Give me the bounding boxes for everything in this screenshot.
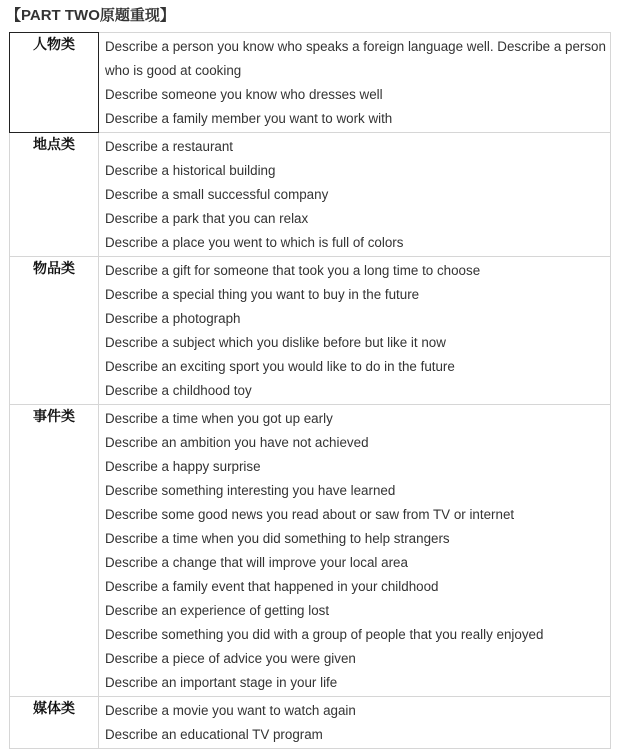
table-row-media — [10, 697, 611, 749]
page-heading: 【PART TWO原题重现】 — [6, 7, 175, 24]
topic-item: Describe a piece of advice you were given — [105, 651, 356, 666]
category-label-events: 事件类 — [10, 405, 99, 697]
topic-item: Describe some good news you read about or saw from TV or internet — [105, 507, 515, 522]
topic-item: Describe a gift for someone that took you a long time to choose — [105, 263, 481, 278]
topic-item: Describe a restaurant — [105, 139, 234, 154]
category-label-places: 地点类 — [10, 133, 99, 257]
table-row-people — [10, 33, 611, 133]
topic-item: Describe something interesting you have learned — [105, 483, 396, 498]
topic-item: Describe an ambition you have not achieved — [105, 435, 369, 450]
table-row-events — [10, 405, 611, 697]
topic-item: Describe a family member you want to work with — [105, 111, 393, 126]
topic-item: Describe a special thing you want to buy in the future — [105, 287, 420, 302]
category-label-media: 媒体类 — [10, 697, 99, 749]
topic-item: Describe a subject which you dislike before but like it now — [105, 335, 446, 350]
topic-item: Describe a family event that happened in your childhood — [105, 579, 439, 594]
topic-item: Describe a park that you can relax — [105, 211, 309, 226]
topic-item: Describe a historical building — [105, 163, 276, 178]
topic-list-objects — [99, 257, 611, 405]
topic-item: Describe a person you know who speaks a foreign language well. Describe a person who is good at cooking — [105, 39, 606, 78]
topic-item: Describe a happy surprise — [105, 459, 261, 474]
topic-item: Describe an important stage in your life — [105, 675, 338, 690]
topic-item: Describe a time when you got up early — [105, 411, 333, 426]
topic-item: Describe a photograph — [105, 311, 241, 326]
topic-item: Describe someone you know who dresses well — [105, 87, 383, 102]
topic-item: Describe an exciting sport you would like to do in the future — [105, 359, 455, 374]
topic-item: Describe a place you went to which is full of colors — [105, 235, 404, 250]
table-row-places — [10, 133, 611, 257]
topic-item: Describe something you did with a group of people that you really enjoyed — [105, 627, 544, 642]
topic-item: Describe a movie you want to watch again — [105, 703, 356, 718]
topic-item: Describe an experience of getting lost — [105, 603, 330, 618]
topic-item: Describe an educational TV program — [105, 727, 323, 742]
topic-list-people — [99, 33, 611, 133]
topic-list-events — [99, 405, 611, 697]
topic-item: Describe a small successful company — [105, 187, 329, 202]
topic-list-media — [99, 697, 611, 749]
table-row-objects — [10, 257, 611, 405]
topic-list-places — [99, 133, 611, 257]
topic-item: Describe a childhood toy — [105, 383, 252, 398]
topic-item: Describe a change that will improve your local area — [105, 555, 408, 570]
topic-item: Describe a time when you did something to help strangers — [105, 531, 450, 546]
topics-table — [9, 32, 611, 749]
category-label-people: 人物类 — [10, 33, 99, 133]
category-label-objects: 物品类 — [10, 257, 99, 405]
